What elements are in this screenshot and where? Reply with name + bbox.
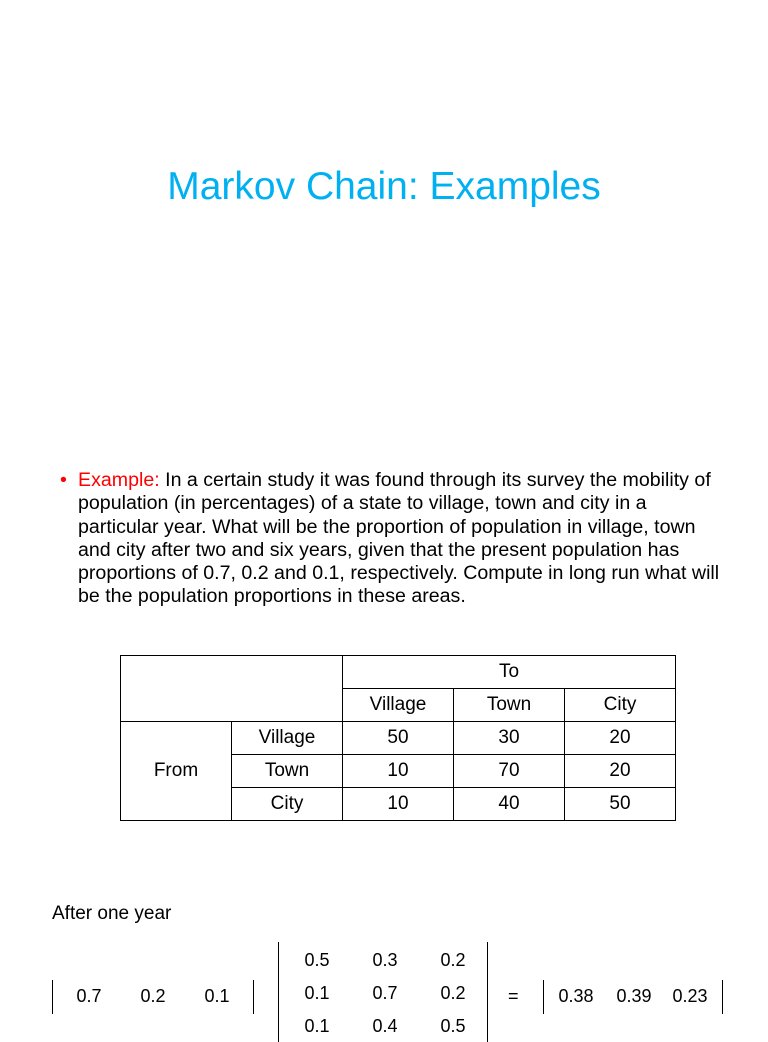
table-cell: 50	[343, 722, 454, 755]
table-cell: 10	[343, 788, 454, 821]
table-cell: 30	[454, 722, 565, 755]
after-one-year-label: After one year	[52, 903, 172, 924]
matrix-entry: 0.7	[372, 983, 398, 1003]
matrix-entry: 0.4	[372, 1016, 398, 1036]
vector-entry: 0.2	[140, 986, 166, 1006]
matrix-entry: 0.1	[304, 1016, 330, 1036]
table-cell: 70	[454, 755, 565, 788]
initial-vector	[52, 980, 254, 1014]
result-entry: 0.38	[558, 986, 594, 1006]
column-header: City	[565, 689, 676, 722]
example-text	[78, 469, 720, 609]
example-body: In a certain study it was found through its survey the mobility of population (in percentages) of a state to village, town and city in a particular year. What will be the proportion of population in village, town and city after two and six years, given that the present population has proportions of 0.7, 0.2 and 0.1, respectively. Compute in long run what will be the population proportions in these areas.	[78, 469, 720, 608]
matrix-entry: 0.1	[304, 983, 330, 1003]
table-cell: 50	[565, 788, 676, 821]
row-label: Town	[232, 755, 343, 788]
matrix-entry: 0.2	[440, 950, 466, 970]
table-row	[121, 722, 676, 755]
result-entry: 0.39	[616, 986, 652, 1006]
vector-entry: 0.1	[204, 986, 230, 1006]
table-cell: 40	[454, 788, 565, 821]
transition-matrix	[278, 942, 488, 1042]
vector-entry: 0.7	[76, 986, 102, 1006]
table-header-row	[121, 656, 676, 689]
to-header: To	[343, 656, 676, 689]
table-cell: 20	[565, 755, 676, 788]
bullet-dot: •	[60, 469, 67, 491]
slide-title: Markov Chain: Examples	[167, 165, 601, 208]
mobility-table	[120, 655, 676, 821]
result-entry: 0.23	[672, 986, 708, 1006]
column-header: Village	[343, 689, 454, 722]
result-vector	[543, 980, 723, 1014]
matrix-entry: 0.2	[440, 983, 466, 1003]
matrix-entry: 0.5	[440, 1016, 466, 1036]
table-corner-cell	[121, 656, 343, 722]
example-label: Example:	[78, 469, 160, 491]
table-cell: 10	[343, 755, 454, 788]
table-cell: 20	[565, 722, 676, 755]
from-header: From	[121, 722, 232, 821]
row-label: Village	[232, 722, 343, 755]
equals-sign: =	[508, 986, 519, 1006]
matrix-entry: 0.3	[372, 950, 398, 970]
column-header: Town	[454, 689, 565, 722]
row-label: City	[232, 788, 343, 821]
matrix-entry: 0.5	[304, 950, 330, 970]
